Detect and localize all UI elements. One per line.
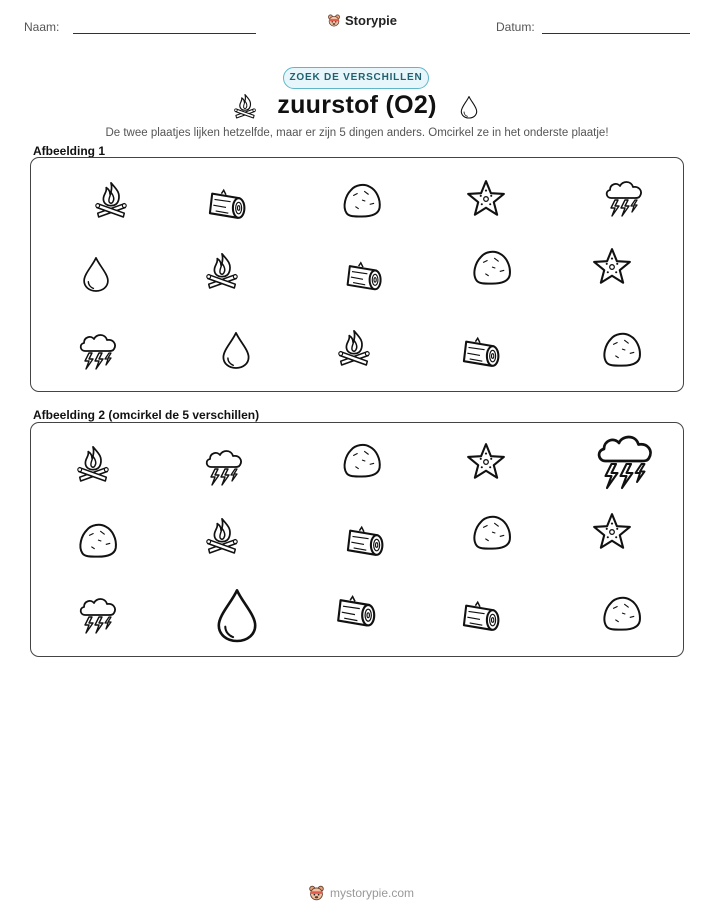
bear-icon bbox=[308, 884, 325, 902]
date-line[interactable] bbox=[542, 33, 690, 34]
campfire-icon bbox=[92, 175, 130, 221]
page-title: zuurstof (O2) bbox=[277, 91, 437, 119]
footer bbox=[308, 884, 414, 902]
storm-cloud-icon[interactable] bbox=[202, 445, 246, 489]
storm-cloud-icon bbox=[602, 176, 646, 220]
rock-icon[interactable] bbox=[599, 593, 645, 633]
storm-cloud-icon bbox=[76, 329, 120, 373]
log-icon bbox=[203, 186, 249, 222]
footer-url: mystorypie.com bbox=[330, 886, 415, 900]
name-line[interactable] bbox=[73, 33, 256, 34]
water-drop-icon bbox=[458, 93, 480, 121]
rock-icon bbox=[469, 247, 515, 287]
panel-1 bbox=[30, 157, 684, 392]
rock-icon[interactable] bbox=[74, 520, 122, 560]
brand-logo bbox=[327, 13, 397, 28]
storm-cloud-icon[interactable] bbox=[592, 428, 658, 494]
rock-icon[interactable] bbox=[340, 440, 384, 480]
bear-icon bbox=[327, 13, 341, 28]
brand-name: Storypie bbox=[345, 13, 398, 28]
log-icon bbox=[457, 334, 503, 370]
rock-icon[interactable] bbox=[469, 512, 515, 552]
panel-2-label: Afbeelding 2 (omcirkel de 5 verschillen) bbox=[33, 408, 260, 422]
star-icon bbox=[591, 246, 633, 288]
log-icon bbox=[341, 259, 385, 293]
star-icon[interactable] bbox=[465, 441, 507, 483]
log-icon[interactable] bbox=[457, 598, 503, 634]
panel-2[interactable] bbox=[30, 422, 684, 657]
star-icon bbox=[465, 178, 507, 220]
campfire-icon bbox=[203, 246, 241, 292]
panel-1-label: Afbeelding 1 bbox=[33, 144, 106, 158]
water-drop-icon bbox=[218, 327, 254, 373]
storm-cloud-icon[interactable] bbox=[76, 592, 120, 638]
campfire-icon bbox=[335, 323, 373, 369]
star-icon[interactable] bbox=[591, 511, 633, 553]
rock-icon bbox=[340, 180, 384, 220]
campfire-icon[interactable] bbox=[203, 511, 241, 557]
log-icon[interactable] bbox=[341, 523, 387, 559]
campfire-icon[interactable] bbox=[74, 439, 112, 485]
rock-icon bbox=[599, 329, 645, 369]
name-label: Naam: bbox=[24, 20, 60, 34]
water-drop-icon[interactable] bbox=[211, 582, 263, 648]
log-icon[interactable] bbox=[331, 593, 379, 629]
activity-badge: ZOEK DE VERSCHILLEN bbox=[283, 67, 429, 89]
instructions: De twee plaatjes lijken hetzelfde, maar er zijn 5 dingen anders. Omcirkel ze in het onderste plaatje! bbox=[105, 127, 609, 139]
water-drop-icon bbox=[79, 251, 113, 297]
date-label: Datum: bbox=[496, 20, 535, 34]
